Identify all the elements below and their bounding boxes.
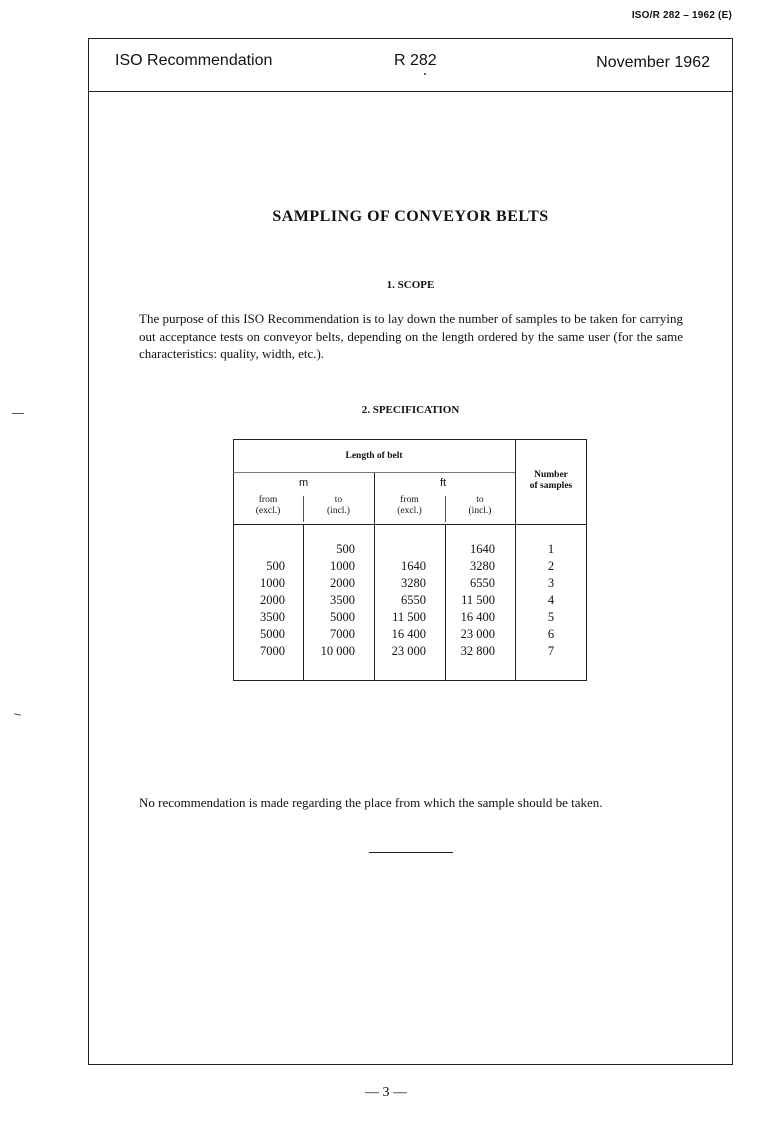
table-cell-samples: 3 (547, 576, 555, 590)
table-cell-samples: 4 (547, 593, 555, 607)
m-from-sub: (excl.) (255, 506, 281, 516)
table-cell-ft-from: 11 500 (392, 610, 426, 624)
page-number: — 3 — (365, 1085, 407, 1100)
unit-m-header: m (299, 477, 309, 489)
table-cell-ft-from: 16 400 (391, 627, 426, 641)
table-cell-ft-to: 32 800 (460, 644, 495, 658)
sampling-table (233, 439, 587, 681)
table-cell-m-to: 2000 (330, 576, 355, 590)
sampling-place-note: No recommendation is made regarding the place from which the sample should be taken. (139, 795, 603, 810)
table-cell-m-to: 10 000 (320, 644, 355, 658)
table-cell-samples: 7 (547, 644, 555, 658)
group-header-rule (233, 472, 515, 473)
table-cell-samples: 6 (547, 627, 555, 641)
table-cell-m-from: 7000 (260, 644, 285, 658)
table-cell-m-to: 1000 (330, 559, 355, 573)
ft-to-sub: (incl.) (468, 506, 492, 516)
m-to-sub: (incl.) (327, 506, 350, 516)
section-specification-heading: 2. SPECIFICATION (361, 404, 460, 416)
table-cell-m-from: 2000 (260, 593, 285, 607)
header-number: R 282 (394, 52, 437, 69)
table-cell-ft-to: 3280 (470, 559, 495, 573)
header-bottom-rule (233, 524, 587, 525)
end-rule (369, 852, 453, 853)
table-cell-m-to: 7000 (330, 627, 355, 641)
header-rule (88, 91, 733, 92)
margin-mark (14, 713, 21, 715)
table-cell-ft-from: 6550 (401, 593, 426, 607)
ft-from-sub: (excl.) (397, 506, 422, 516)
table-cell-samples: 5 (547, 610, 555, 624)
table-cell-m-to: 5000 (330, 610, 355, 624)
table-cell-ft-to: 11 500 (461, 593, 495, 607)
table-cell-ft-from: 3280 (401, 576, 426, 590)
table-cell-ft-to: 1640 (470, 542, 495, 556)
number-samples-header-line1: Number (534, 470, 568, 480)
table-cell-ft-to: 16 400 (460, 610, 495, 624)
table-cell-ft-to: 23 000 (460, 627, 495, 641)
m-from-header: from (258, 495, 278, 505)
section-scope-heading: 1. SCOPE (386, 279, 435, 291)
table-cell-m-to: 3500 (330, 593, 355, 607)
table-cell-ft-from: 1640 (401, 559, 426, 573)
table-cell-samples: 2 (547, 559, 555, 573)
document-reference: ISO/R 282 – 1962 (E) (631, 10, 732, 21)
table-cell-m-from: 3500 (260, 610, 285, 624)
page-header (88, 52, 733, 76)
length-of-belt-header: Length of belt (345, 451, 403, 461)
document-title: SAMPLING OF CONVEYOR BELTS (272, 208, 549, 225)
margin-mark (12, 413, 24, 414)
unit-ft-header: ft (440, 477, 447, 489)
header-dot (424, 73, 426, 75)
table-cell-ft-from: 23 000 (391, 644, 426, 658)
table-cell-samples: 1 (547, 542, 555, 556)
header-date: November 1962 (596, 54, 710, 71)
m-to-header: to (334, 495, 343, 505)
ft-to-header: to (476, 495, 484, 505)
table-cell-m-from: 500 (266, 559, 285, 573)
section-scope-text: The purpose of this ISO Recommendation is to lay down the number of samples to be taken for carrying out acceptance tests on conveyor belts, depending on the length ordered by the same user (for the same characteristics: quality, width, etc.). (139, 311, 683, 361)
header-series: ISO Recommendation (115, 52, 273, 69)
table-cell-ft-to: 6550 (470, 576, 495, 590)
table-cell-m-from: 5000 (260, 627, 285, 641)
table-cell-m-to: 500 (336, 542, 355, 556)
table-cell-m-from: 1000 (260, 576, 285, 590)
number-samples-header-line2: of samples (529, 481, 573, 491)
ft-from-header: from (400, 495, 419, 505)
